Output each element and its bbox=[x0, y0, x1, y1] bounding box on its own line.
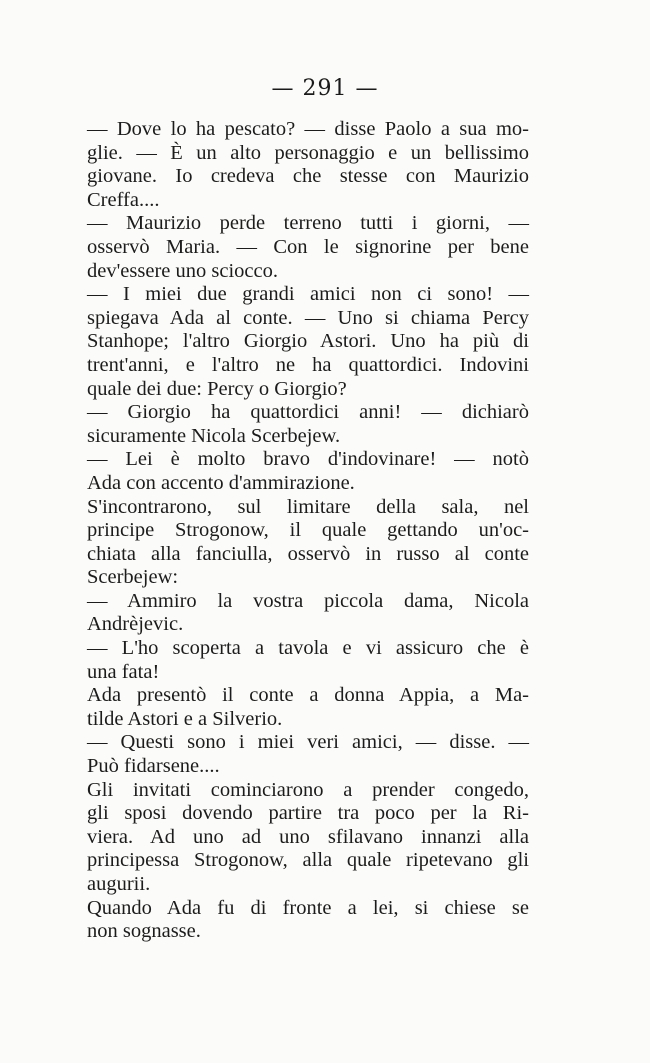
text-line: — L'ho scoperta a tavola e vi assicuro che è bbox=[87, 637, 529, 660]
text-line: — Dove lo ha pescato? — disse Paolo a sua mo- bbox=[87, 118, 529, 140]
text-line: trent'anni, e l'altro ne ha quattordici. Indovini bbox=[87, 353, 529, 376]
text-line: Scerbejew: bbox=[87, 566, 179, 589]
text-line: — I miei due grandi amici non ci sono! — bbox=[87, 283, 529, 306]
text-line: Quando Ada fu di fronte a lei, si chiese se bbox=[87, 896, 529, 919]
text-line: glie. — È un alto personaggio e un bellissimo bbox=[87, 141, 529, 164]
text-line: — Giorgio ha quattordici anni! — dichiarò bbox=[87, 401, 529, 424]
text-line: giovane. Io credeva che stesse con Maurizio bbox=[87, 165, 529, 188]
text-line: chiata alla fanciulla, osservò in russo al conte bbox=[87, 542, 529, 565]
page-number: — 291 — bbox=[271, 76, 379, 101]
text-line: — Lei è molto bravo d'indovinare! — notò bbox=[87, 448, 529, 471]
text-line: gli sposi dovendo partire tra poco per la Ri- bbox=[87, 802, 529, 825]
text-line: quale dei due: Percy o Giorgio? bbox=[87, 377, 347, 400]
text-line: — Questi sono i miei veri amici, — disse. — bbox=[87, 731, 529, 754]
text-line: tilde Astori e a Silverio. bbox=[87, 707, 283, 730]
text-line: viera. Ad uno ad uno sfilavano innanzi alla bbox=[87, 825, 529, 848]
text-line: Ada presentò il conte a donna Appia, a Ma- bbox=[87, 684, 529, 707]
text-line: S'incontrarono, sul limitare della sala, nel bbox=[87, 495, 529, 518]
text-line: Andrèjevic. bbox=[87, 613, 184, 636]
text-line: sicuramente Nicola Scerbejew. bbox=[87, 424, 341, 447]
text-line: spiegava Ada al conte. — Uno si chiama Percy bbox=[87, 306, 529, 329]
text-line: Gli invitati cominciarono a prender congedo, bbox=[87, 778, 529, 801]
body-text bbox=[87, 118, 529, 944]
text-line: Può fidarsene.... bbox=[87, 755, 220, 778]
text-line: Ada con accento d'ammirazione. bbox=[87, 471, 355, 494]
text-line: — Ammiro la vostra piccola dama, Nicola bbox=[87, 589, 529, 612]
text-line: non sognasse. bbox=[87, 920, 201, 943]
text-line: una fata! bbox=[87, 660, 160, 683]
text-line: Creffa.... bbox=[87, 188, 160, 211]
text-line: Stanhope; l'altro Giorgio Astori. Uno ha più di bbox=[87, 330, 529, 353]
text-line: principessa Strogonow, alla quale ripetevano gli bbox=[87, 849, 529, 872]
text-line: dev'essere uno sciocco. bbox=[87, 259, 278, 282]
text-line: principe Strogonow, il quale gettando un'oc- bbox=[87, 519, 529, 542]
text-line: — Maurizio perde terreno tutti i giorni, — bbox=[87, 212, 529, 235]
text-line: augurii. bbox=[87, 873, 151, 895]
text-line: osservò Maria. — Con le signorine per bene bbox=[87, 235, 529, 258]
